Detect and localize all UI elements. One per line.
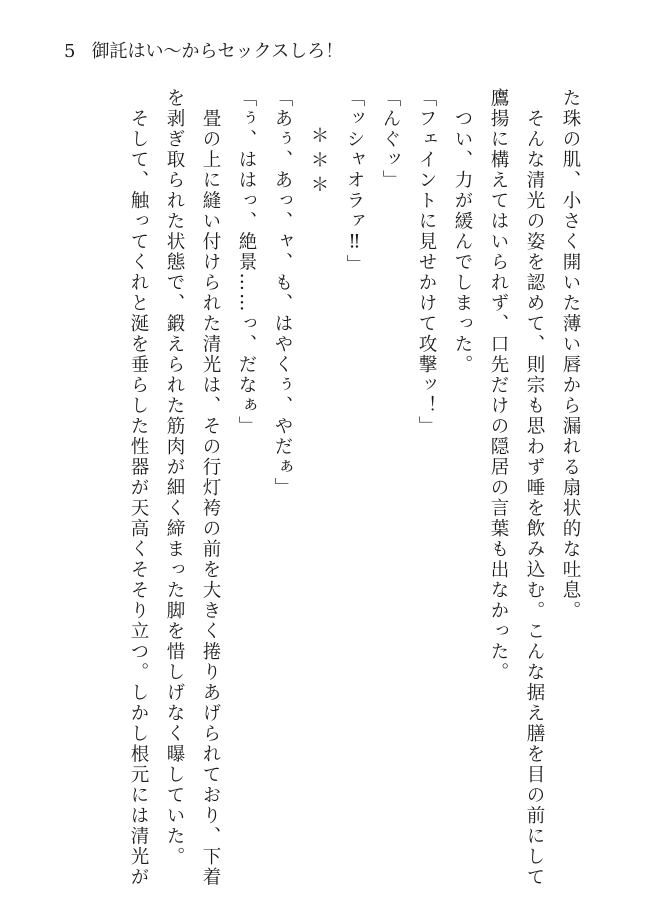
scene-break: ＊＊＊ — [308, 126, 329, 200]
chapter-number: 5 — [64, 41, 76, 62]
text-line: を剥ぎ取られた状態で、鍛えられた筋肉が細く締まった脚を惜しげなく曝していた。 — [164, 88, 185, 867]
text-line: そして、触ってくれと涎を垂らした性器が天高くそそり立つ。しかし根元には清光が — [128, 88, 149, 888]
text-line: 「あぅ、あっ、ャ、も、はやくぅ、やだぁ」 — [272, 88, 293, 498]
text-line: そんな清光の姿を認めて、則宗も思わず唾を飲み込む。こんな据え膳を目の前にして — [524, 88, 545, 888]
text-line: 「んぐッ」 — [380, 88, 401, 191]
text-line: 「ッシャオラァ‼」 — [344, 88, 365, 275]
text-line: つい、力が緩んでしまった。 — [452, 88, 473, 375]
text-line: 「ぅ、ははっ、絶景……っ、だなぁ」 — [236, 88, 257, 437]
vertical-body-text — [120, 88, 588, 888]
text-line: 畳の上に縫い付けられた清光は、その行灯袴の前を大きく捲りあげられており、下着 — [200, 88, 221, 888]
text-line: 「フェイントに見せかけて攻撃ッ！」 — [416, 88, 437, 437]
chapter-title: 御託はい〜からセックスしろ！ — [91, 41, 344, 62]
text-line: 鷹揚に構えてはいられず、口先だけの隠居の言葉も出なかった。 — [488, 88, 509, 683]
text-line: た珠の肌、小さく開いた薄い唇から漏れる扇状的な吐息。 — [560, 88, 581, 621]
running-header — [64, 40, 343, 64]
